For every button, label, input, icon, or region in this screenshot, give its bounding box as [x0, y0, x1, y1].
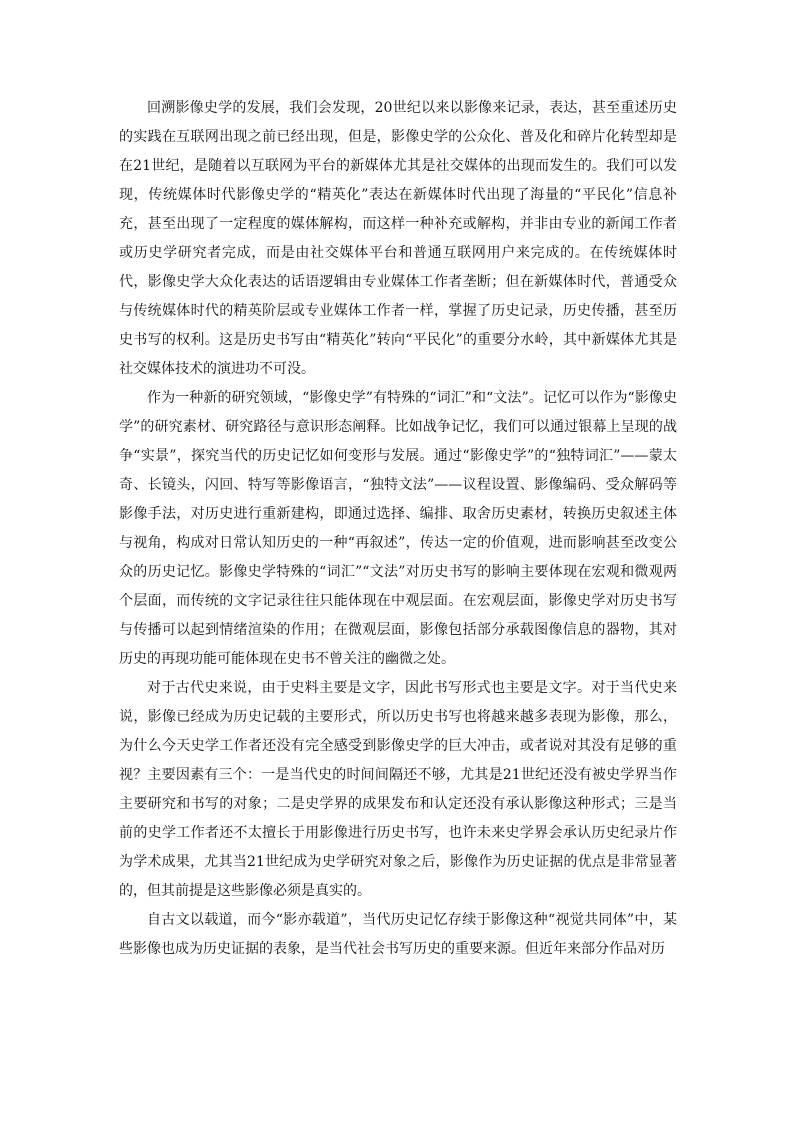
document-body — [119, 94, 677, 964]
paragraph-2: 作为一种新的研究领域，“影像史学”有特殊的“词汇”和“文法”。记忆可以作为“影像史学”的研究素材、研究路径与意识形态阐释。比如战争记忆，我们可以通过银幕上呈现的战争“实景”，探究当代的历史记忆如何变形与发展。通过“影像史学”的“独特词汇”——蒙太奇、长镜头，闪回、特写等影像语言，“独特文法”——议程设置、影像编码、受众解码等影像手法，对历史进行重新建构，即通过选择、编排、取舍历史素材，转换历史叙述主体与视角，构成对日常认知历史的一种“再叙述”，传达一定的价值观，进而影响甚至改变公众的历史记忆。影像史学特殊的“词汇”“文法”对历史书写的影响主要体现在宏观和微观两个层面，而传统的文字记录往往只能体现在中观层面。在宏观层面，影像史学对历史书写与传播可以起到情绪渲染的作用；在微观层面，影像包括部分承载图像信息的器物，其对历史的再现功能可能体现在史书不曾关注的幽微之处。 — [119, 390, 677, 667]
paragraph-1: 回溯影像史学的发展，我们会发现，20世纪以来以影像来记录，表达，甚至重述历史的实践在互联网出现之前已经出现，但是，影像史学的公众化、普及化和碎片化转型却是在21世纪，是随着以互联网为平台的新媒体尤其是社交媒体的出现而发生的。我们可以发现，传统媒体时代影像史学的“精英化”表达在新媒体时代出现了海量的“平民化”信息补充，甚至出现了一定程度的媒体解构，而这样一种补充或解构，并非由专业的新闻工作者或历史学研究者完成，而是由社交媒体平台和普通互联网用户来完成的。在传统媒体时代，影像史学大众化表达的话语逻辑由专业媒体工作者垄断；但在新媒体时代，普通受众与传统媒体时代的精英阶层或专业媒体工作者一样，掌握了历史记录，历史传播，甚至历史书写的权利。这是历史书写由“精英化”转向“平民化”的重要分水岭，其中新媒体尤其是社交媒体技术的演进功不可没。 — [119, 100, 677, 377]
paragraph-3: 对于古代史来说，由于史料主要是文字，因此书写形式也主要是文字。对于当代史来说，影像已经成为历史记载的主要形式，所以历史书写也将越来越多表现为影像，那么，为什么今天史学工作者还没有完全感受到影像史学的巨大冲击，或者说对其没有足够的重视？主要因素有三个：一是当代史的时间间隔还不够，尤其是21世纪还没有被史学界当作主要研究和书写的对象；二是史学界的成果发布和认定还没有承认影像这种形式；三是当前的史学工作者还不太擅长于用影像进行历史书写，也许未来史学界会承认历史纪录片作为学术成果，尤其当21世纪成为史学研究对象之后，影像作为历史证据的优点是非常显著的，但其前提是这些影像必须是真实的。 — [119, 680, 677, 899]
paragraph-4: 自古文以载道，而今“影亦载道”，当代历史记忆存续于影像这种“视觉共同体”中，某些影像也成为历史证据的表象，是当代社会书写历史的重要来源。但近年来部分作品对历 — [119, 912, 677, 957]
